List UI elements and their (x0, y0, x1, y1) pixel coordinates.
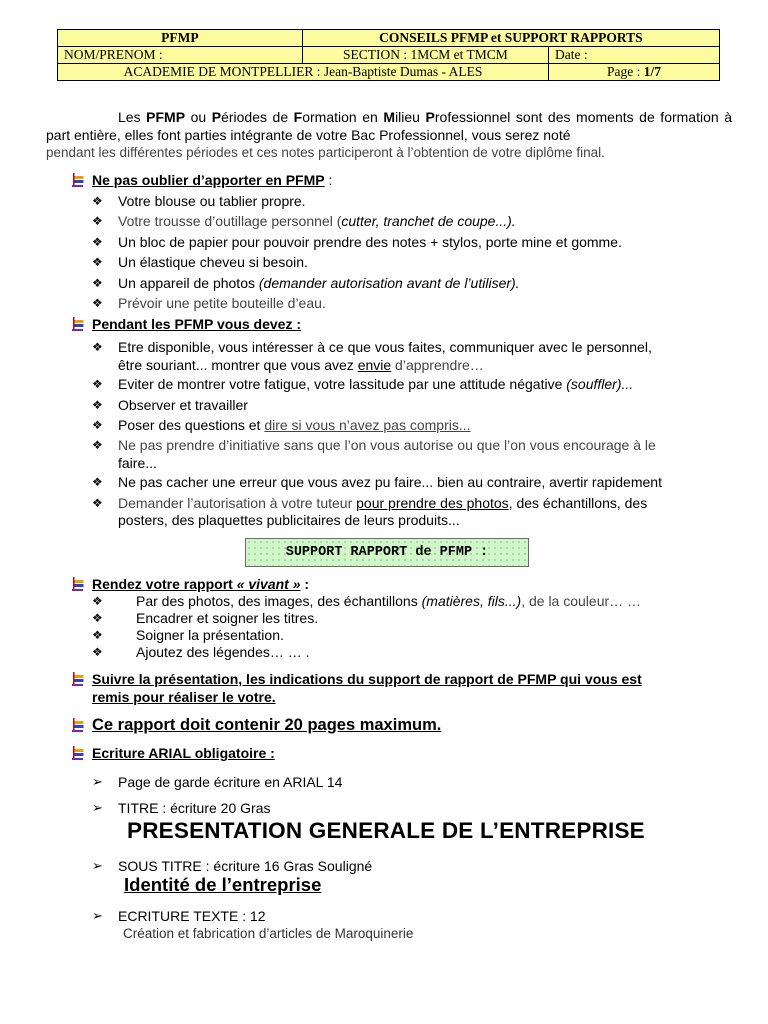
flag-bullet-icon (72, 577, 86, 591)
flag-bullet-icon (72, 672, 86, 686)
list-item: ❖ Observer et travailler (92, 396, 248, 413)
header-title: CONSEILS PFMP et SUPPORT RAPPORTS (302, 30, 719, 47)
sample-body-text: Création et fabrication d’articles de Maroquinerie (123, 926, 414, 941)
diamond-bullet-icon: ❖ (92, 397, 103, 412)
arrow-bullet-icon: ➢ (92, 908, 103, 923)
arial-list-1 (92, 774, 342, 816)
diamond-bullet-icon: ❖ (92, 418, 103, 433)
arrow-bullet-icon: ➢ (92, 800, 103, 815)
list-item: ❖ Eviter de montrer votre fatigue, votre lassitude par une attitude négative (souffler)... (92, 376, 634, 393)
flag-bullet-icon (72, 173, 86, 187)
diamond-bullet-icon: ❖ (92, 377, 103, 392)
sample-subtitle: Identité de l’entreprise (124, 874, 322, 895)
header-name-field: NOM/PRENOM : (58, 47, 303, 64)
header-section: SECTION : 1MCM et TMCM (302, 47, 548, 64)
diamond-bullet-icon: ❖ (92, 495, 103, 510)
diamond-bullet-icon: ❖ (92, 611, 103, 625)
list-item: ❖ Etre disponible, vous intéresser à ce que vous faites, communiquer avec le personnel, être souriant... montrer que vous avez envie d’apprendre… (92, 339, 652, 373)
list-item: ➢ TITRE : écriture 20 Gras (92, 800, 271, 816)
section-vivant-heading: Rendez votre rapport « vivant » : (72, 576, 309, 592)
list-item: ❖ Un bloc de papier pour pouvoir prendre des notes + stylos, porte mine et gomme. (92, 232, 622, 252)
list-item: ❖ Ne pas prendre d’initiative sans que l’on vous autorise ou que l’on vous encourage à le faire... (92, 436, 656, 471)
list-item: ❖ Demander l’autorisation à votre tuteur pour prendre des photos, des échantillons, des posters, des plaquettes publicitaires de leurs produits... (92, 494, 648, 529)
list-item: ❖ Votre trousse d’outillage personnel (cutter, tranchet de coupe...). (92, 211, 622, 231)
section-arial-heading: Ecriture ARIAL obligatoire : (72, 745, 275, 761)
diamond-bullet-icon: ❖ (92, 437, 103, 452)
header-date: Date : (549, 47, 720, 64)
diamond-bullet-icon: ❖ (92, 645, 103, 659)
diamond-bullet-icon: ❖ (92, 214, 103, 229)
arrow-bullet-icon: ➢ (92, 858, 103, 873)
list-item: ❖ Un élastique cheveu si besoin. (92, 252, 622, 272)
flag-bullet-icon (72, 317, 86, 331)
intro-paragraph: Les PFMP ou Périodes de Formation en Milieu Professionnel sont des moments de formation à part entière, elles font parties intégrante de votre Bac Professionnel, vous serez noté pendant les différentes périodes et ces notes participeront à l’obtention de votre diplôme final. (46, 109, 733, 160)
header-page: Page : 1/7 (549, 64, 720, 81)
diamond-bullet-icon: ❖ (92, 194, 103, 208)
list-item: ➢ ECRITURE TEXTE : 12 (92, 908, 266, 924)
section-max-pages: Ce rapport doit contenir 20 pages maximum. (72, 716, 441, 735)
flag-bullet-icon (72, 718, 86, 732)
support-rapport-box: SUPPORT RAPPORT de PFMP : (245, 538, 529, 567)
list-item: ❖ Un appareil de photos (demander autorisation avant de l’utiliser). (92, 273, 622, 293)
diamond-bullet-icon: ❖ (92, 296, 103, 311)
list-item: ❖ Prévoir une petite bouteille d’eau. (92, 293, 622, 313)
diamond-bullet-icon: ❖ (92, 234, 103, 249)
diamond-bullet-icon: ❖ (92, 255, 103, 270)
list-item: ❖ Encadrer et soigner les titres. (92, 610, 319, 626)
vivant-list (92, 593, 641, 661)
list-item: ➢ Page de garde écriture en ARIAL 14 (92, 774, 343, 790)
diamond-bullet-icon: ❖ (92, 340, 103, 354)
arial-list-3 (92, 908, 266, 924)
diamond-bullet-icon: ❖ (92, 275, 103, 290)
to-bring-list (92, 191, 622, 313)
header-pfmp: PFMP (58, 30, 303, 47)
section-follow-presentation: Suivre la présentation, les indications du support de rapport de PFMP qui vous est remis pour réaliser le votre. (72, 671, 732, 706)
list-item: ❖ Ne pas cacher une erreur que vous avez pu faire... bien au contraire, avertir rapidement (92, 474, 662, 491)
diamond-bullet-icon: ❖ (92, 628, 103, 642)
sample-title: PRESENTATION GENERALE DE L’ENTREPRISE (127, 818, 645, 843)
list-item: ❖ Poser des questions et dire si vous n’avez pas compris... (92, 417, 471, 434)
header-table (57, 29, 720, 81)
arrow-bullet-icon: ➢ (92, 774, 103, 789)
header-academy: ACADEMIE DE MONTPELLIER : Jean-Baptiste Dumas - ALES (58, 64, 549, 81)
during-list (92, 339, 732, 530)
list-item: ➢ SOUS TITRE : écriture 16 Gras Souligné (92, 858, 373, 874)
arial-list-2 (92, 858, 372, 874)
diamond-bullet-icon: ❖ (92, 594, 103, 608)
list-item: ❖ Votre blouse ou tablier propre. (92, 191, 622, 211)
section-to-bring-heading: Ne pas oublier d’apporter en PFMP : (72, 172, 332, 188)
list-item: ❖ Ajoutez des légendes… … . (92, 644, 310, 660)
section-during-heading: Pendant les PFMP vous devez : (72, 316, 301, 332)
list-item: ❖ Par des photos, des images, des échantillons (matières, fils...), de la couleur… … (92, 593, 642, 609)
flag-bullet-icon (72, 746, 86, 760)
diamond-bullet-icon: ❖ (92, 475, 103, 490)
list-item: ❖ Soigner la présentation. (92, 627, 284, 643)
